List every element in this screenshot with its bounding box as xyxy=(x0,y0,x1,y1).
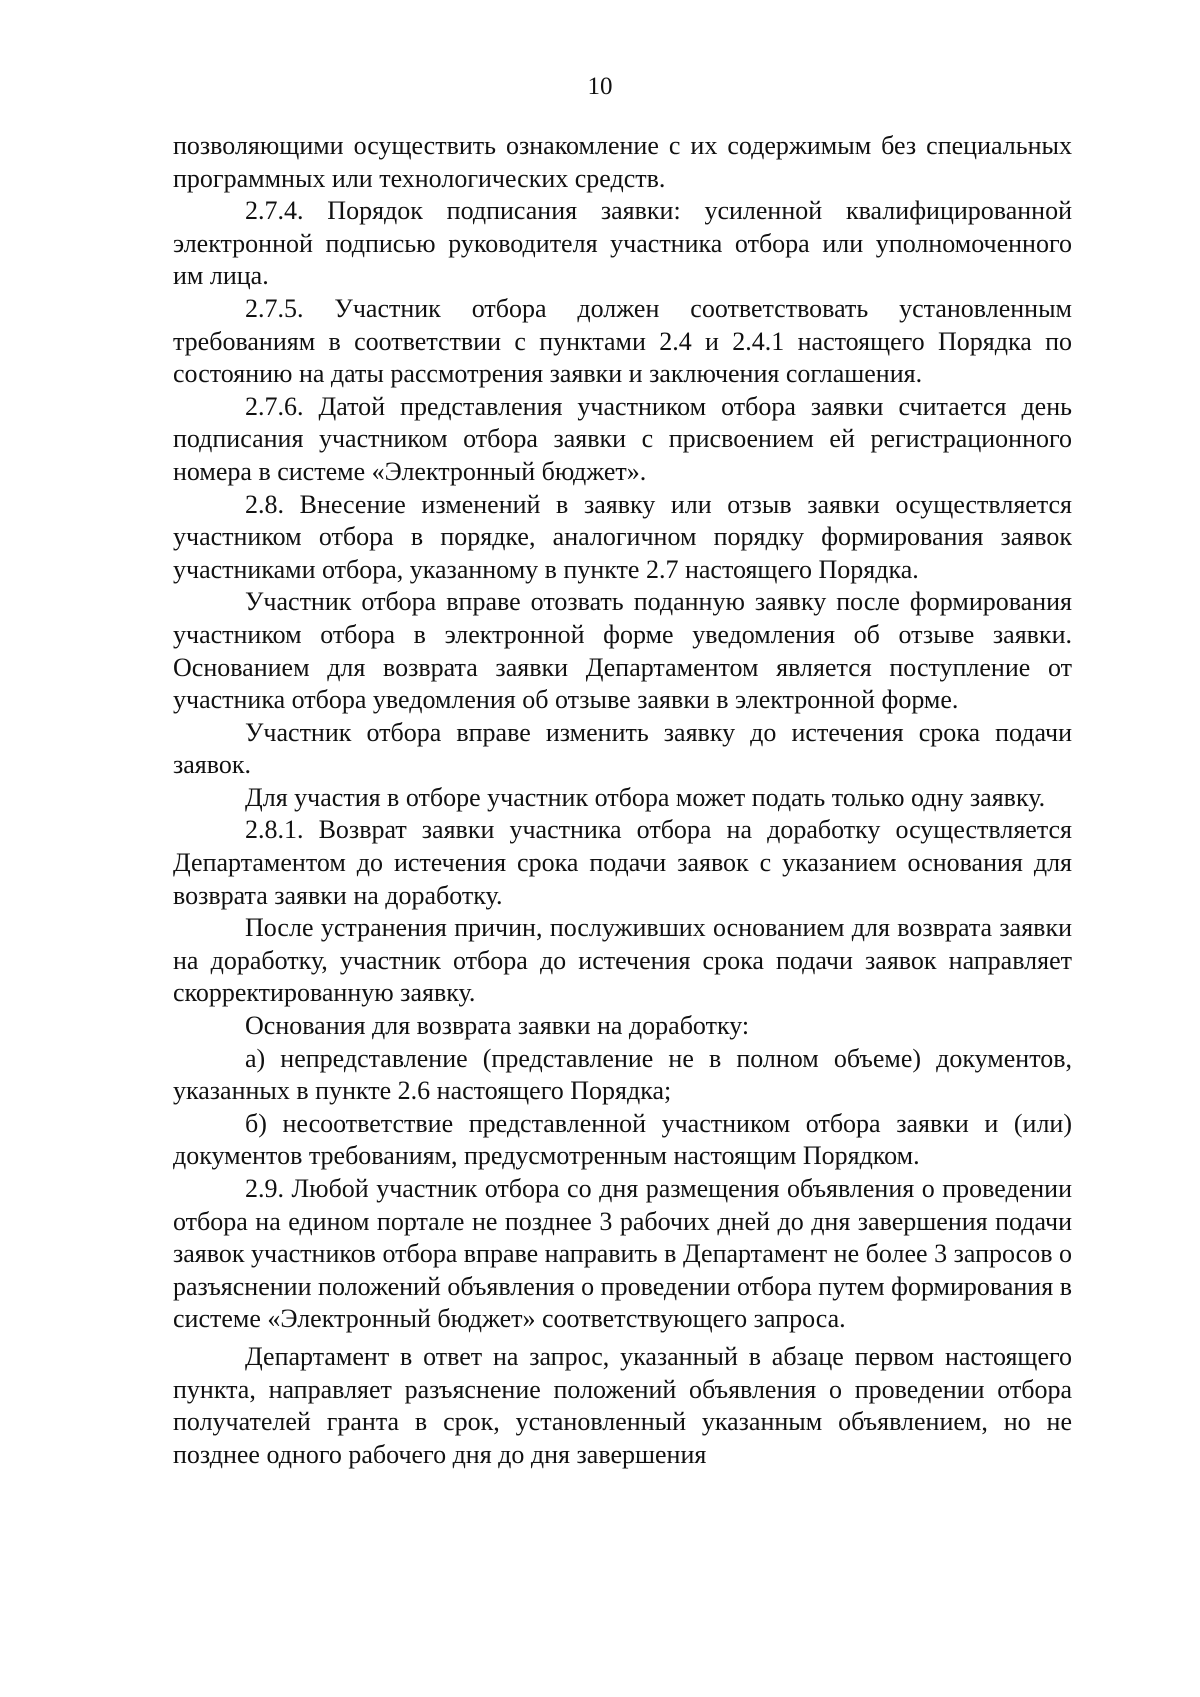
paragraph-department-response: Департамент в ответ на запрос, указанный в абзаце первом настоящего пункта, направляет разъяснение положений объявления о проведении отбора получателей гранта в срок, установленный указанным объявлением, но не позднее одного рабочего дня до дня завершения xyxy=(173,1341,1072,1469)
list-item-b: б) несоответствие представленной участником отбора заявки и (или) документов требованиям, предусмотренным настоящим Порядком. xyxy=(173,1108,1072,1171)
document-body xyxy=(173,130,1072,1471)
paragraph-withdraw-application: Участник отбора вправе отозвать поданную заявку после формирования участником отбора в электронной форме уведомления об отзыве заявки. Основанием для возврата заявки Департаментом является поступление от участника отбора уведомления об отзыве заявки в электронной форме. xyxy=(173,587,1072,715)
paragraph-2-9: 2.9. Любой участник отбора со дня размещения объявления о проведении отбора на едином портале не позднее 3 рабочих дней до дня завершения подачи заявок участников отбора вправе направить в Департамент не более 3 запросов о разъяснении положений объявления о проведении отбора путем формирования в системе «Электронный бюджет» соответствующего запроса. xyxy=(173,1174,1072,1334)
paragraph-2-8-1: 2.8.1. Возврат заявки участника отбора на доработку осуществляется Департаментом до истечения срока подачи заявок с указанием основания для возврата заявки на доработку. xyxy=(173,815,1072,910)
paragraph-2-7-6: 2.7.6. Датой представления участником отбора заявки считается день подписания участником отбора заявки с присвоением ей регистрационного номера в системе «Электронный бюджет». xyxy=(173,391,1072,486)
paragraph-continuation: позволяющими осуществить ознакомление с их содержимым без специальных программных или технологических средств. xyxy=(173,131,1072,193)
paragraph-resubmission: После устранения причин, послуживших основанием для возврата заявки на доработку, участник отбора до истечения срока подачи заявок направляет скорректированную заявку. xyxy=(173,913,1072,1008)
paragraph-change-application: Участник отбора вправе изменить заявку до истечения срока подачи заявок. xyxy=(173,717,1072,780)
page-number: 10 xyxy=(587,73,613,100)
paragraph-return-grounds: Основания для возврата заявки на доработку: xyxy=(245,1011,750,1041)
paragraph-2-8: 2.8. Внесение изменений в заявку или отзыв заявки осуществляется участником отбора в порядке, аналогичном порядку формирования заявок участниками отбора, указанному в пункте 2.7 настоящего Порядка. xyxy=(173,489,1072,584)
paragraph-2-7-4: 2.7.4. Порядок подписания заявки: усиленной квалифицированной электронной подписью руководителя участника отбора или уполномоченного им лица. xyxy=(173,196,1072,291)
list-item-a: а) непредставление (представление не в полном объеме) документов, указанных в пункте 2.6 настоящего Порядка; xyxy=(173,1043,1072,1106)
paragraph-single-application: Для участия в отборе участник отбора может подать только одну заявку. xyxy=(245,782,1046,812)
paragraph-2-7-5: 2.7.5. Участник отбора должен соответствовать установленным требованиям в соответствии с пунктами 2.4 и 2.4.1 настоящего Порядка по состоянию на даты рассмотрения заявки и заключения соглашения. xyxy=(173,293,1072,389)
